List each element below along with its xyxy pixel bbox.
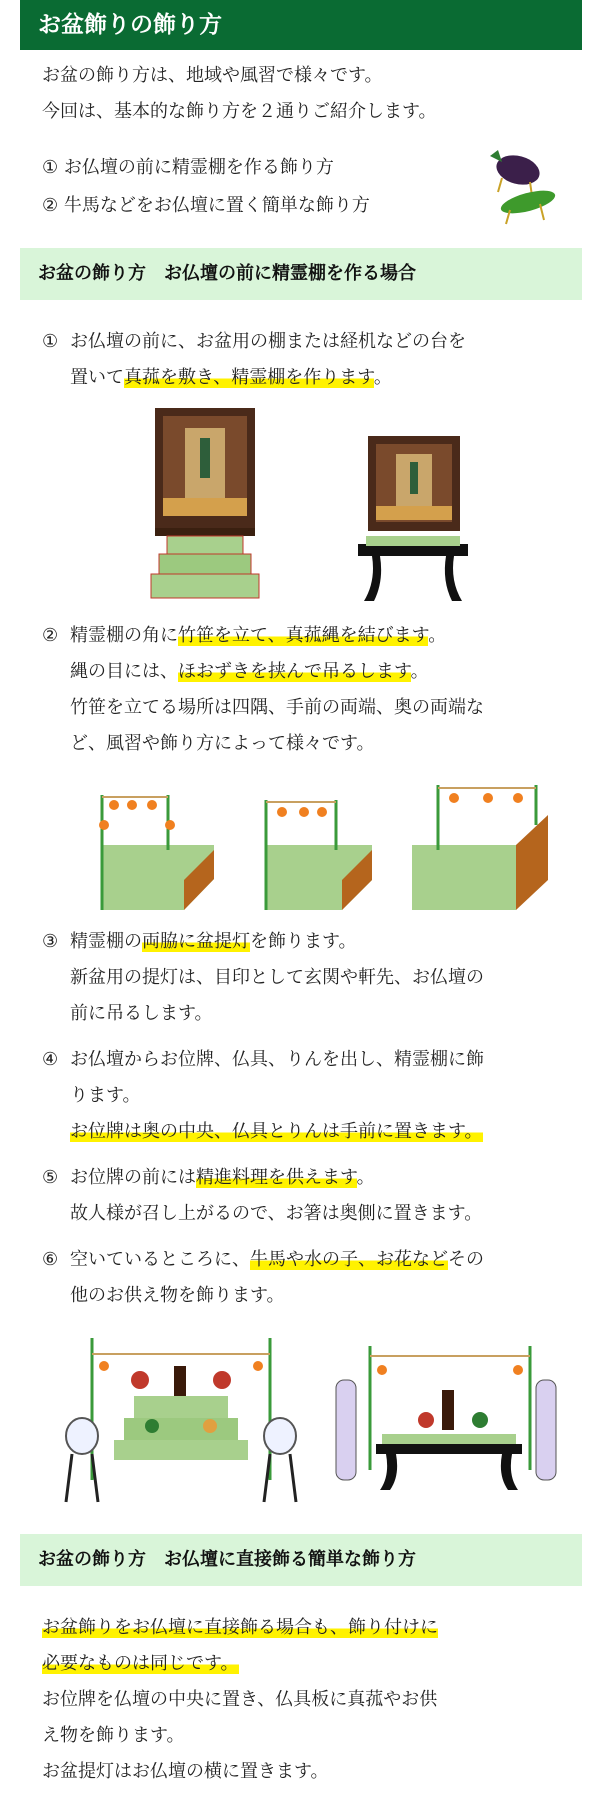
- step1-text-2c: 。: [373, 367, 392, 388]
- intro-line-2: 今回は、基本的な飾り方を２通りご紹介します。: [42, 101, 437, 122]
- step4-highlight: お位牌は奥の中央、仏具とりんは手前に置きます。: [70, 1121, 483, 1142]
- eggplant-cucumber-illustration: [480, 140, 570, 230]
- step4-line-3: [70, 1118, 483, 1146]
- step5-text-1c: 。: [356, 1167, 375, 1188]
- step2-line-1: [42, 622, 446, 650]
- step4-number: ④: [42, 1049, 59, 1070]
- step3-highlight: 両脇に盆提灯: [142, 931, 250, 952]
- page-title: お盆飾りの飾り方: [20, 0, 582, 50]
- bamboo-shelf-illustration-3: [408, 770, 558, 915]
- step3-line-3: 前に吊るします。: [70, 1003, 213, 1024]
- section2-line-2: [42, 1650, 239, 1678]
- step2-highlight-2: ほおずきを挟んで吊るします: [178, 661, 411, 682]
- intro-line-1: お盆の飾り方は、地域や風習で様々です。: [42, 65, 383, 86]
- step2-highlight-1: 竹笹を立て、真菰縄を結びます: [178, 625, 429, 646]
- step3-line-2: 新盆用の提灯は、目印として玄関や軒先、お仏壇の: [70, 967, 484, 988]
- section2-line-4: え物を飾ります。: [42, 1725, 185, 1746]
- step2-text-1a: 精霊棚の角に: [70, 625, 178, 646]
- step2-line-4: ど、風習や飾り方によって様々です。: [70, 733, 375, 754]
- step2-text-1c: 。: [428, 625, 447, 646]
- step1-line-1: [42, 328, 466, 356]
- step2-text-2a: 縄の目には、: [70, 661, 178, 682]
- step5-number: ⑤: [42, 1167, 59, 1188]
- step4-line-1: [42, 1046, 484, 1074]
- step1-text-2a: 置いて: [70, 367, 124, 388]
- step3-text-1c: を飾ります。: [250, 931, 357, 952]
- step1-number: ①: [42, 331, 59, 352]
- bamboo-shelf-illustration-2: [238, 790, 378, 915]
- altar-with-table-illustration: [358, 436, 468, 606]
- intro-item-2: ② 牛馬などをお仏壇に置く簡単な飾り方: [42, 195, 370, 216]
- section2-highlight-1: お盆飾りをお仏壇に直接飾る場合も、飾り付けに: [42, 1617, 438, 1638]
- table-altar-illustration: [330, 1340, 560, 1500]
- step6-number: ⑥: [42, 1249, 59, 1270]
- intro-item-1: ① お仏壇の前に精霊棚を作る飾り方: [42, 157, 334, 178]
- step6-highlight: 牛馬や水の子、お花など: [250, 1249, 448, 1270]
- step4-text-1: お仏壇からお位牌、仏具、りんを出し、精霊棚に飾: [70, 1049, 484, 1070]
- step6-line-1: [42, 1246, 484, 1274]
- step5-highlight: 精進料理を供えます: [196, 1167, 357, 1188]
- section2-line-3: お位牌を仏壇の中央に置き、仏具板に真菰やお供: [42, 1689, 438, 1710]
- step3-text-1a: 精霊棚の: [70, 931, 142, 952]
- step5-line-1: [42, 1164, 375, 1192]
- step3-line-1: [42, 928, 357, 956]
- section2-line-1: [42, 1614, 438, 1642]
- bamboo-shelf-illustration-1: [80, 775, 230, 915]
- step3-number: ③: [42, 931, 59, 952]
- step5-text-1a: お位牌の前には: [70, 1167, 196, 1188]
- section1-header: お盆の飾り方 お仏壇の前に精霊棚を作る場合: [20, 248, 582, 300]
- step1-text-1: お仏壇の前に、お盆用の棚または経机などの台を: [70, 331, 466, 352]
- step4-line-2: ります。: [70, 1085, 141, 1106]
- step2-line-2: [70, 658, 429, 686]
- section2-line-5: お盆提灯はお仏壇の横に置きます。: [42, 1761, 329, 1782]
- section2-highlight-2: 必要なものは同じです。: [42, 1653, 239, 1674]
- step2-line-3: 竹笹を立てる場所は四隅、手前の両端、奥の両端な: [70, 697, 484, 718]
- step1-line-2: [70, 364, 392, 392]
- step1-highlight: 真菰を敷き、精霊棚を作ります: [124, 367, 374, 388]
- step2-number: ②: [42, 625, 59, 646]
- step6-text-1c: その: [448, 1249, 484, 1270]
- step6-line-2: 他のお供え物を飾ります。: [70, 1285, 285, 1306]
- step5-line-2: 故人様が召し上がるので、お箸は奥側に置きます。: [70, 1203, 483, 1224]
- step2-text-2c: 。: [410, 661, 429, 682]
- section2-header: お盆の飾り方 お仏壇に直接飾る簡単な飾り方: [20, 1534, 582, 1586]
- full-shelf-altar-illustration: [62, 1330, 302, 1510]
- step6-text-1a: 空いているところに、: [70, 1249, 250, 1270]
- altar-with-steps-illustration: [145, 408, 270, 608]
